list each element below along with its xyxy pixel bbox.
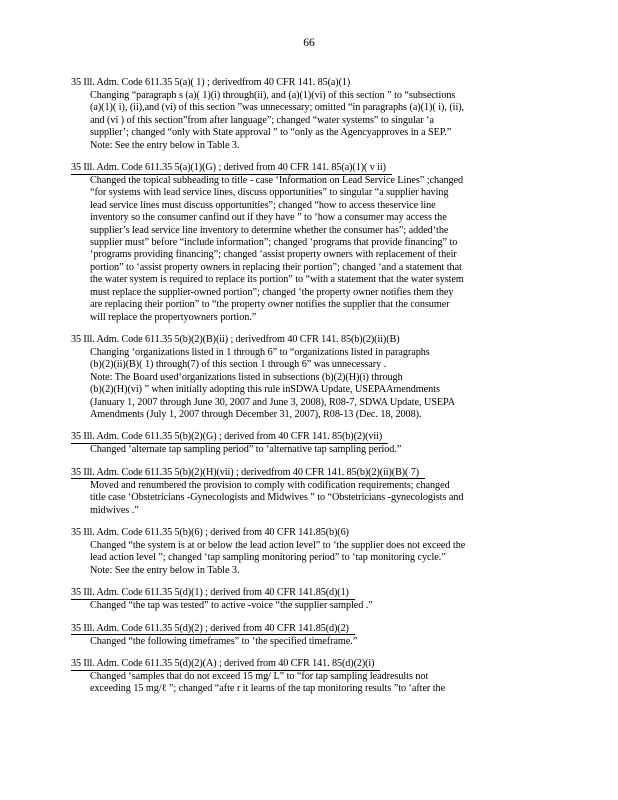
citation-note xyxy=(71,600,549,612)
note-line: ‘programs providing financing”; changed ‘assist property owners with replacement of their xyxy=(90,249,457,261)
note-line: must replace the supplier-owned portion”; changed ‘the property owner notifies them they xyxy=(90,286,454,298)
note-line: Note: See the entry below in Table 3. xyxy=(90,564,240,576)
citation-entry xyxy=(71,157,549,324)
note-line: are replacing their portion” to “the property owner notifies the supplier that the consumer xyxy=(90,299,450,311)
note-line: portion” to ‘assist property owners in replacing their portion”; changed ‘and a statement that xyxy=(90,261,462,273)
note-line: (b)(2)(H)(vi) ” when initially adopting this rule inSDWA Update, USEPAAmendments xyxy=(90,384,440,396)
page-number: 66 xyxy=(303,37,315,49)
citation-heading: 35 Ill. Adm. Code 611.35 5(d)(1) ; derived from 40 CFR 141.85(d)(1) xyxy=(71,587,355,600)
citation-note xyxy=(71,90,549,152)
note-line: Moved and renumbered the provision to comply with codification requirements; changed xyxy=(90,479,450,491)
citation-entry xyxy=(71,329,549,421)
citation-heading: 35 Ill. Adm. Code 611.35 5(a)( 1) ; derivedfrom 40 CFR 141. 85(a)(1) xyxy=(71,77,351,88)
note-line: midwives .” xyxy=(90,504,139,516)
note-line: Note: The Board used‘organizations listed in subsections (b)(2)(H)(i) through xyxy=(90,371,403,383)
citation-note xyxy=(71,540,549,577)
citation-entry xyxy=(71,522,549,577)
citation-entry xyxy=(71,462,549,517)
citation-entry xyxy=(71,582,549,612)
note-line: title case ‘Obstetricians -Gynecologists and Midwives ” to “Obstetricians -gynecologists and xyxy=(90,492,464,504)
note-line: Changed “the system is at or below the lead action level” to ‘the supplier does not exceed the xyxy=(90,539,466,551)
note-line: (b)(2)(ii)(B)( 1) through(7) of this section 1 through 6” was unnecessary . xyxy=(90,359,387,371)
note-line: Note: See the entry below in Table 3. xyxy=(90,139,240,151)
note-line: (a)(1)( i), (ii),and (vi) of this section ”was unnecessary; omitted “in paragraphs (a)(1)( i), (ii), xyxy=(90,102,465,114)
note-line: Changed ‘alternate tap sampling period” to ‘alternative tap sampling period.” xyxy=(90,444,402,456)
citation-note xyxy=(71,444,549,456)
citation-note xyxy=(71,175,549,324)
citation-heading: 35 Ill. Adm. Code 611.35 5(b)(6) ; derived from 40 CFR 141.85(b)(6) xyxy=(71,526,349,538)
note-line: Changed “the tap was tested” to active -voice “the supplier sampled .” xyxy=(90,600,373,612)
citation-entry xyxy=(71,653,549,696)
note-line: Changed the topical subheading to title - case ‘Information on Lead Service Lines” ;changed xyxy=(90,175,464,187)
note-line: inventory so the consumer canfind out if they have ” to ‘how a consumer may access the xyxy=(90,212,447,224)
note-line: and (vi ) of this section”from after language”; changed “water systems” to singular ‘a xyxy=(90,114,434,126)
citation-heading: 35 Ill. Adm. Code 611.35 5(d)(2)(A) ; derived from 40 CFR 141. 85(d)(2)(i) xyxy=(71,658,380,671)
citation-heading: 35 Ill. Adm. Code 611.35 5(b)(2)(B)(ii) ; derivedfrom 40 CFR 141. 85(b)(2)(ii)(B) xyxy=(71,333,400,345)
note-line: supplier’; changed “only with State approval ” to “only as the Agencyapproves in a SEP.” xyxy=(90,127,452,139)
note-line: lead service lines must discuss opportunities”; changed “how to access theservice line xyxy=(90,199,436,211)
note-line: (January 1, 2007 through June 30, 2007 and June 3, 2008), R08-7, SDWA Update, USEPA xyxy=(90,396,456,408)
citation-note xyxy=(71,671,549,696)
document-body xyxy=(71,72,549,701)
citation-note xyxy=(71,636,549,648)
note-line: Changing “paragraph s (a)( 1)(i) through(ii), and (a)(1)(vi) of this section ” to “subsections xyxy=(90,90,456,101)
note-line: Changing ‘organizations listed in 1 through 6” to “organizations listed in paragraphs xyxy=(90,346,430,358)
note-line: exceeding 15 mg/ℓ ”; changed “afte r it learns of the tap monitoring results ”to ‘after the xyxy=(90,683,446,695)
citation-heading: 35 Ill. Adm. Code 611.35 5(b)(2)(H)(vii) ; derivedfrom 40 CFR 141. 85(b)(2)(ii)(B)( 7) xyxy=(71,467,425,480)
note-line: supplier’s lead service line inventory to determine whether the consumer has”; added‘the xyxy=(90,224,449,236)
citation-note xyxy=(71,480,549,517)
citation-heading: 35 Ill. Adm. Code 611.35 5(b)(2)(G) ; derived from 40 CFR 141. 85(b)(2)(vii) xyxy=(71,431,388,444)
note-line: the water system is required to replace its portion” to “with a statement that the water system xyxy=(90,274,464,286)
citation-entry xyxy=(71,72,549,152)
note-line: lead action level ”; changed ‘tap sampling monitoring period” to ‘tap monitoring cycle.” xyxy=(90,552,446,564)
citation-entry xyxy=(71,426,549,456)
note-line: Changed ‘samples that do not exceed 15 mg/ L” to “for tap sampling leadresults not xyxy=(90,671,429,682)
citation-heading: 35 Ill. Adm. Code 611.35 5(d)(2) ; derived from 40 CFR 141.85(d)(2) xyxy=(71,623,355,636)
note-line: will replace the propertyowners portion.” xyxy=(90,311,257,323)
note-line: Changed “the following timeframes” to ‘the specified timeframe.” xyxy=(90,635,358,647)
citation-note xyxy=(71,347,549,421)
note-line: Amendments (July 1, 2007 through December 31, 2007), R08-13 (Dec. 18, 2008). xyxy=(90,408,422,420)
citation-entry xyxy=(71,618,549,648)
citation-heading: 35 Ill. Adm. Code 611.35 5(a)(1)(G) ; derived from 40 CFR 141. 85(a)(1)( v ii) xyxy=(71,162,392,175)
note-line: “for systems with lead service lines, discuss opportunities” to singular “a supplier having xyxy=(90,187,449,199)
note-line: supplier must” before “include information”; changed ‘programs that provide financing” to xyxy=(90,237,458,249)
